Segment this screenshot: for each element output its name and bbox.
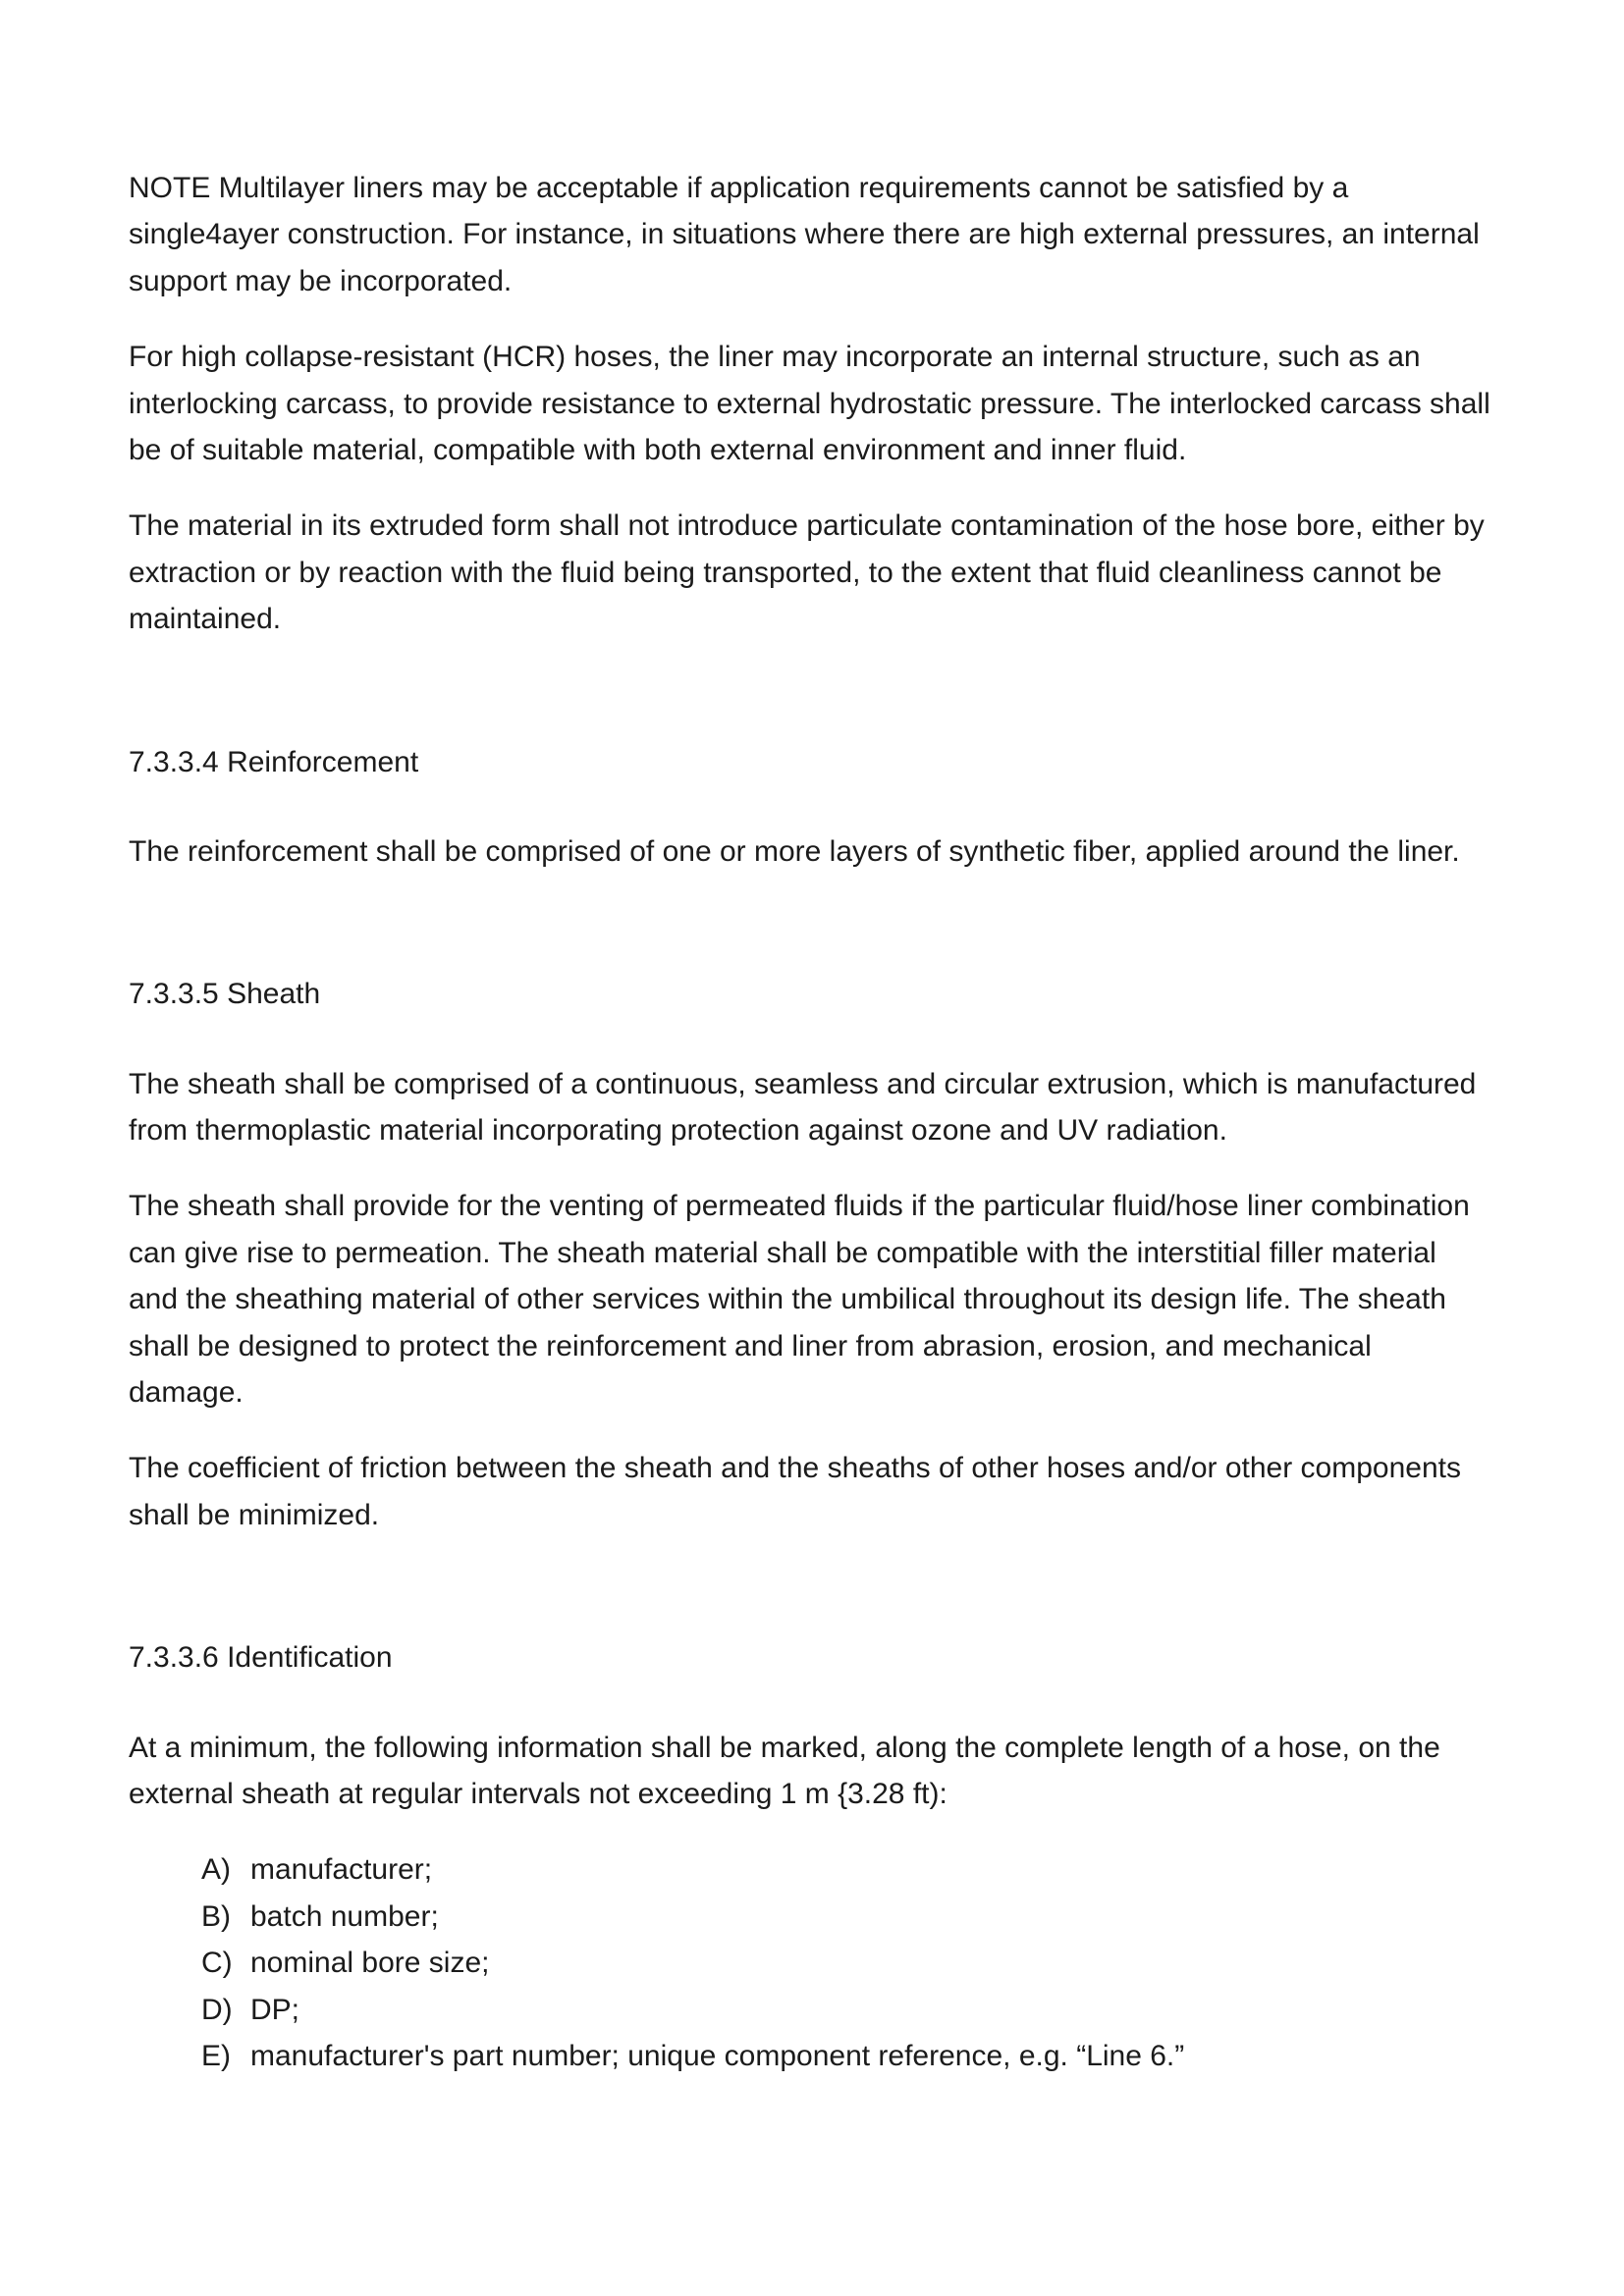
hcr-hoses-paragraph: For high collapse-resistant (HCR) hoses, the liner may incorporate an internal structure, such as an interlocking carcass, to provide resistance to external hydrostatic pressure. The interlocked carcass shall be of suitable material, compatible with both external environment and inner fluid. <box>129 341 1490 466</box>
sheath-friction-paragraph: The coefficient of friction between the sheath and the sheaths of other hoses and/or other components shall be minimized. <box>129 1452 1461 1531</box>
list-item-text: nominal bore size; <box>250 1947 490 1980</box>
sheath-section-heading: 7.3.3.5 Sheath <box>129 978 321 1011</box>
list-item <box>129 1846 1492 1893</box>
list-item-marker: C) <box>201 1947 233 1980</box>
list-item <box>129 1940 1492 1986</box>
sheath-venting-paragraph: The sheath shall provide for the venting of permeated fluids if the particular fluid/hose liner combination can give rise to permeation. The sheath material shall be compatible with the interstitial filler material and the sheathing material of other services within the umbilical throughout its design life. The sheath shall be designed to protect the reinforcement and liner from abrasion, erosion, and mechanical damage. <box>129 1190 1470 1410</box>
list-item-marker: E) <box>201 2039 231 2072</box>
list-item-marker: A) <box>201 1853 231 1887</box>
list-item-marker: B) <box>201 1899 231 1933</box>
list-item <box>129 1987 1492 2033</box>
identification-list <box>129 1846 1492 2079</box>
list-item-text: batch number; <box>250 1899 439 1933</box>
list-item <box>129 2033 1492 2079</box>
sheath-extrusion-paragraph: The sheath shall be comprised of a continuous, seamless and circular extrusion, which is manufactured from thermoplastic material incorporating protection against ozone and UV radiation. <box>129 1067 1477 1148</box>
list-item-text: manufacturer; <box>250 1853 433 1887</box>
list-item-text: manufacturer's part number; unique component reference, e.g. “Line 6.” <box>250 2039 1185 2072</box>
list-item-marker: D) <box>201 1993 233 2026</box>
reinforcement-section-heading: 7.3.3.4 Reinforcement <box>129 745 419 778</box>
note-paragraph: NOTE Multilayer liners may be acceptable if application requirements cannot be satisfied by a single4ayer construction. For instance, in situations where there are high external pressures, an internal support may be incorporated. <box>129 172 1480 297</box>
list-item-text: DP; <box>250 1993 300 2026</box>
reinforcement-paragraph: The reinforcement shall be comprised of one or more layers of synthetic fiber, applied around the liner. <box>129 834 1460 868</box>
extruded-material-paragraph: The material in its extruded form shall not introduce particulate contamination of the hose bore, either by extraction or by reaction with the fluid being transported, to the extent that fluid cleanliness cannot be maintained. <box>129 509 1485 636</box>
identification-intro-paragraph: At a minimum, the following information shall be marked, along the complete length of a hose, on the external sheath at regular intervals not exceeding 1 m {3.28 ft): <box>129 1731 1440 1810</box>
list-item <box>129 1894 1492 1940</box>
identification-section-heading: 7.3.3.6 Identification <box>129 1641 393 1675</box>
